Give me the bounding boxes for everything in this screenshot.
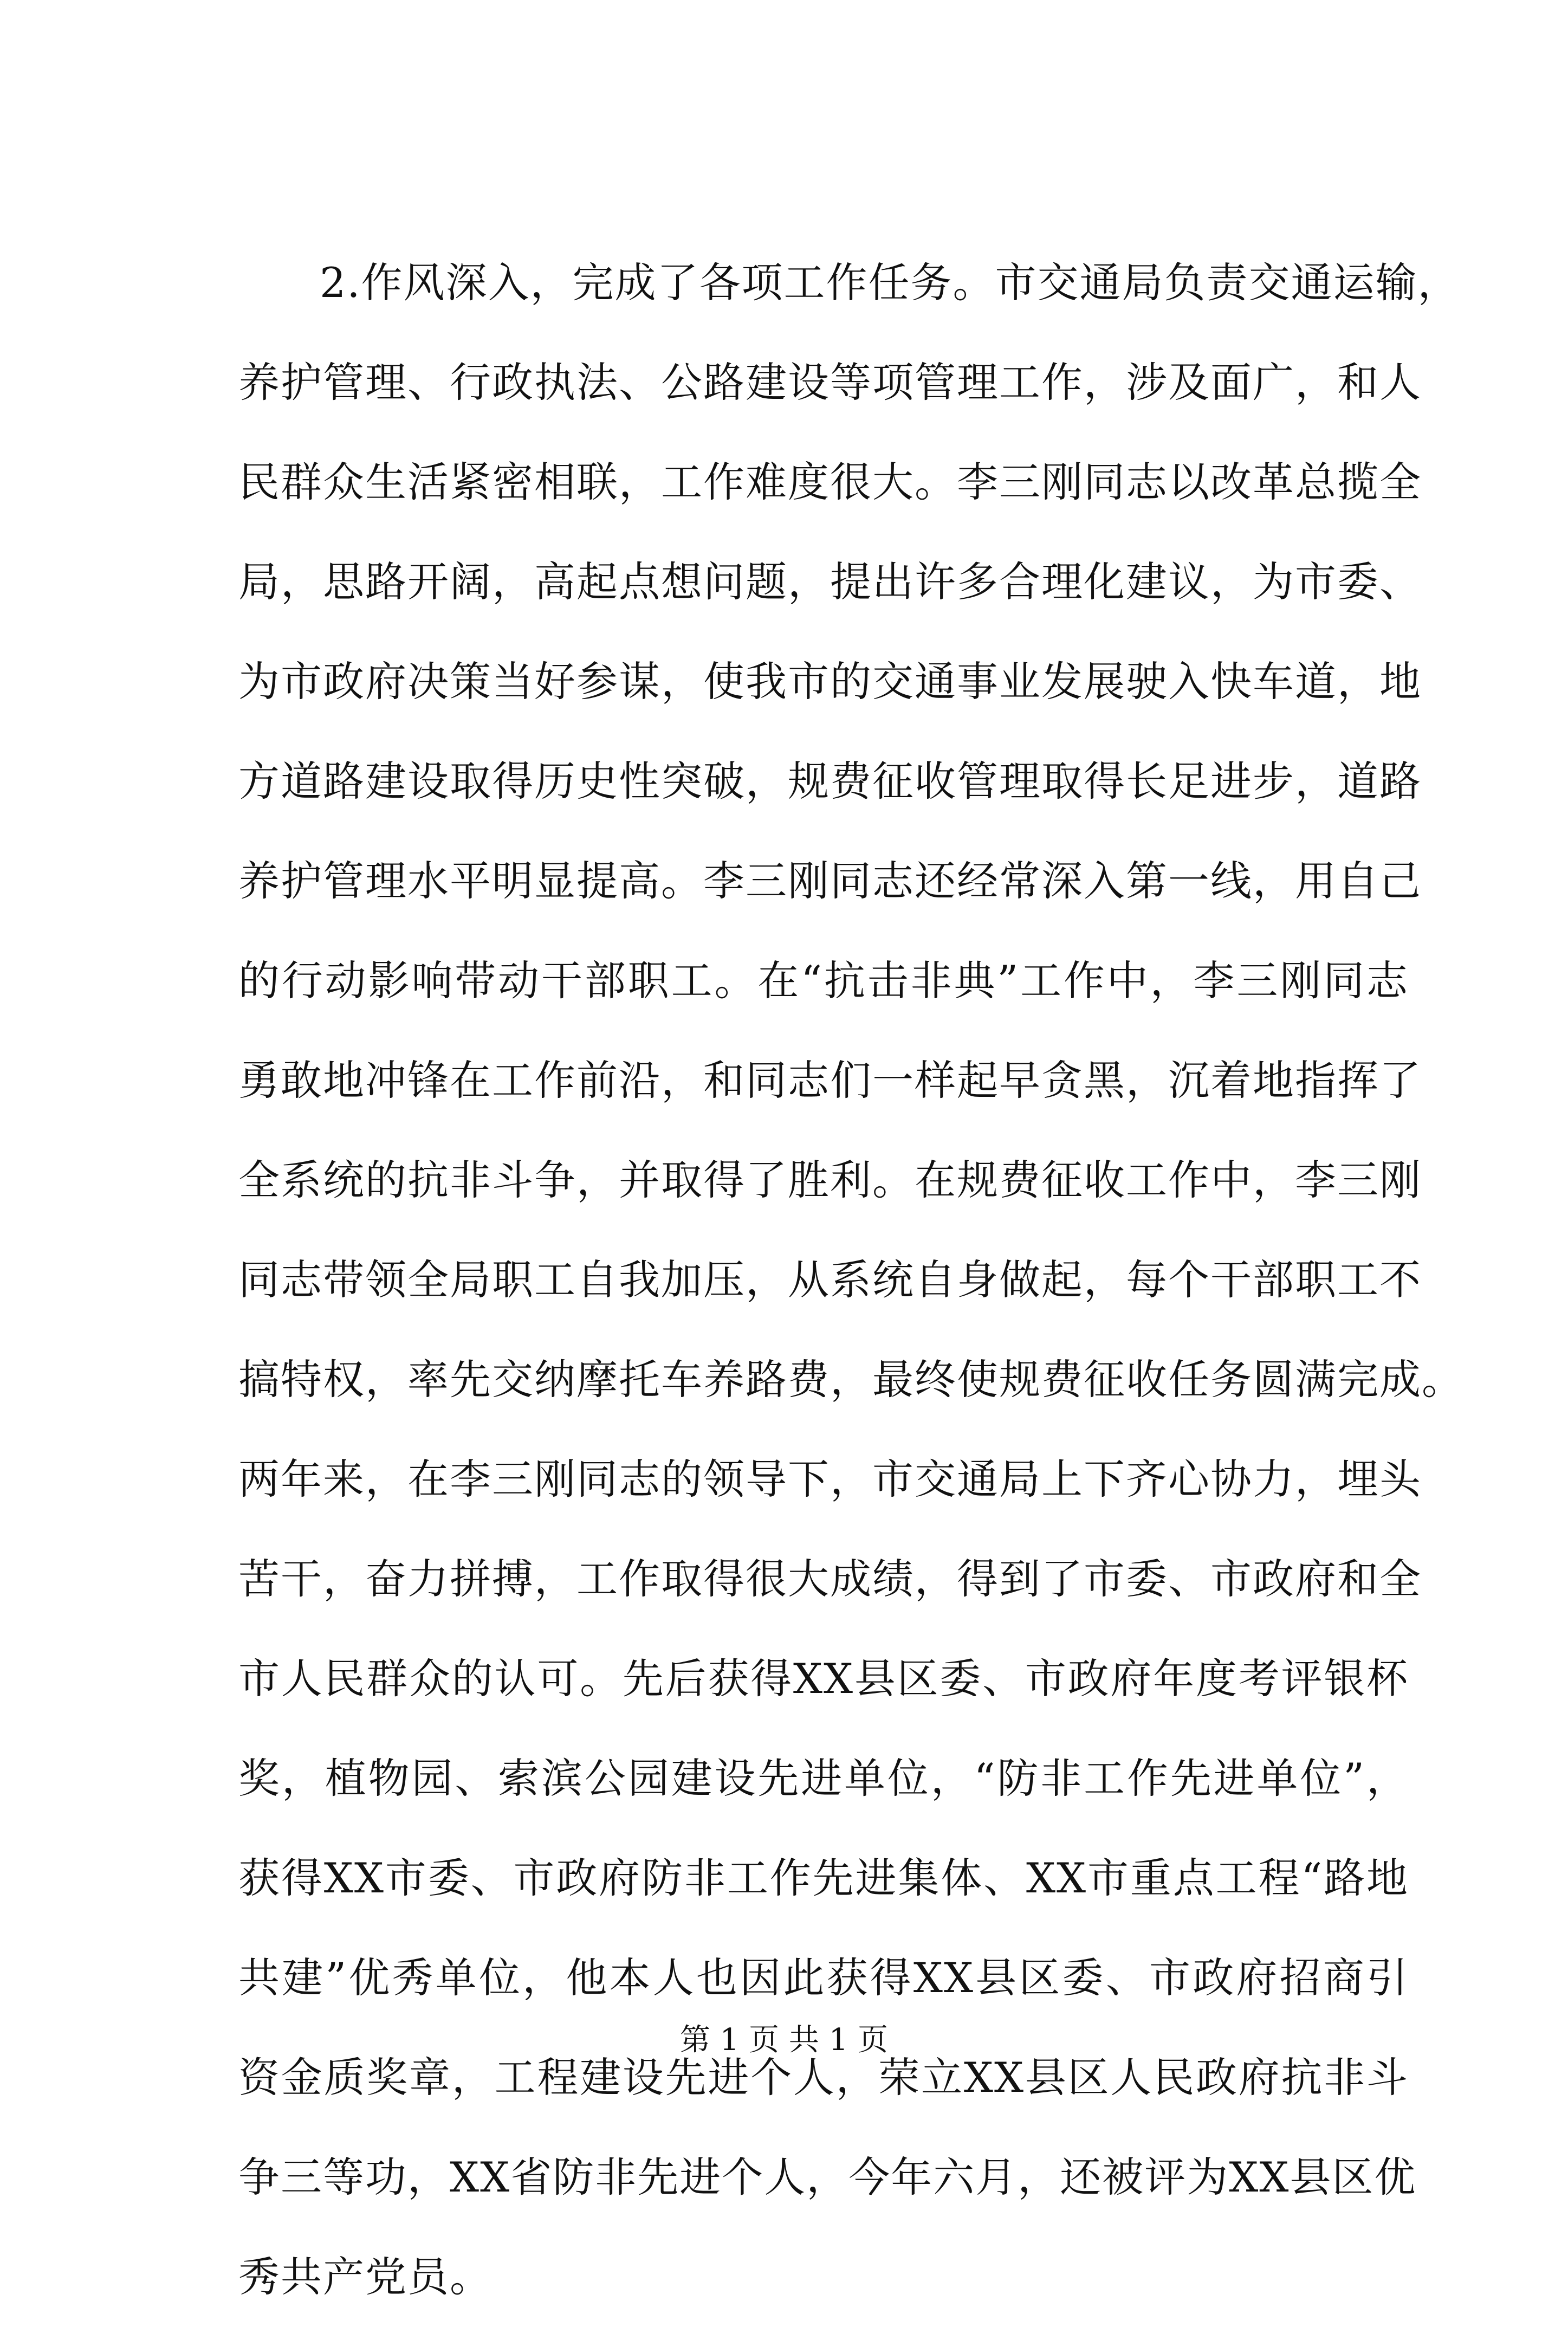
- paragraph-line: 养护管理、行政执法、公路建设等项管理工作，涉及面广，和人: [238, 358, 1422, 406]
- paragraph-line: 苦干，奋力拼搏，工作取得很大成绩，得到了市委、市政府和全: [238, 1555, 1422, 1603]
- paragraph-line: 的行动影响带动干部职工。在“抗击非典”工作中，李三刚同志: [238, 956, 1409, 1005]
- paragraph-line: 局，思路开阔，高起点想问题，提出许多合理化建议，为市委、: [238, 558, 1422, 606]
- paragraph-line: 同志带领全局职工自我加压，从系统自身做起，每个干部职工不: [238, 1256, 1422, 1304]
- paragraph-line: 秀共产党员。: [238, 2253, 492, 2301]
- paragraph-line: 养护管理水平明显提高。李三刚同志还经常深入第一线，用自己: [238, 857, 1422, 905]
- paragraph-line: 民群众生活紧密相联，工作难度很大。李三刚同志以改革总揽全: [238, 458, 1422, 506]
- paragraph-line: 两年来，在李三刚同志的领导下，市交通局上下齐心协力，埋头: [238, 1455, 1422, 1503]
- paragraph-line: 争三等功，XX省防非先进个人，今年六月，还被评为XX县区优: [238, 2153, 1417, 2201]
- paragraph-line: 搞特权，率先交纳摩托车养路费，最终使规费征收任务圆满完成。: [238, 1355, 1464, 1404]
- paragraph-line: 勇敢地冲锋在工作前沿，和同志们一样起早贪黑，沉着地指挥了: [238, 1056, 1422, 1104]
- paragraph-line: 2.作风深入，完成了各项工作任务。市交通局负责交通运输，: [320, 258, 1460, 307]
- page-number-footer: 第 1 页 共 1 页: [679, 2022, 889, 2058]
- paragraph-line: 资金质奖章，工程建设先进个人，荣立XX县区人民政府抗非斗: [238, 2053, 1409, 2102]
- body-paragraph: [238, 233, 1464, 2327]
- paragraph-line: 全系统的抗非斗争，并取得了胜利。在规费征收工作中，李三刚: [238, 1156, 1422, 1204]
- paragraph-line: 方道路建设取得历史性突破，规费征收管理取得长足进步，道路: [238, 757, 1422, 805]
- paragraph-line: 共建”优秀单位，他本人也因此获得XX县区委、市政府招商引: [238, 1954, 1409, 2002]
- paragraph-line: 为市政府决策当好参谋，使我市的交通事业发展驶入快车道，地: [238, 657, 1422, 706]
- paragraph-line: 获得XX市委、市政府防非工作先进集体、XX市重点工程“路地: [238, 1854, 1409, 1902]
- paragraph-line: 市人民群众的认可。先后获得XX县区委、市政府年度考评银杯: [238, 1654, 1409, 1703]
- paragraph-line: 奖，植物园、索滨公园建设先进单位，“防非工作先进单位”，: [238, 1754, 1409, 1802]
